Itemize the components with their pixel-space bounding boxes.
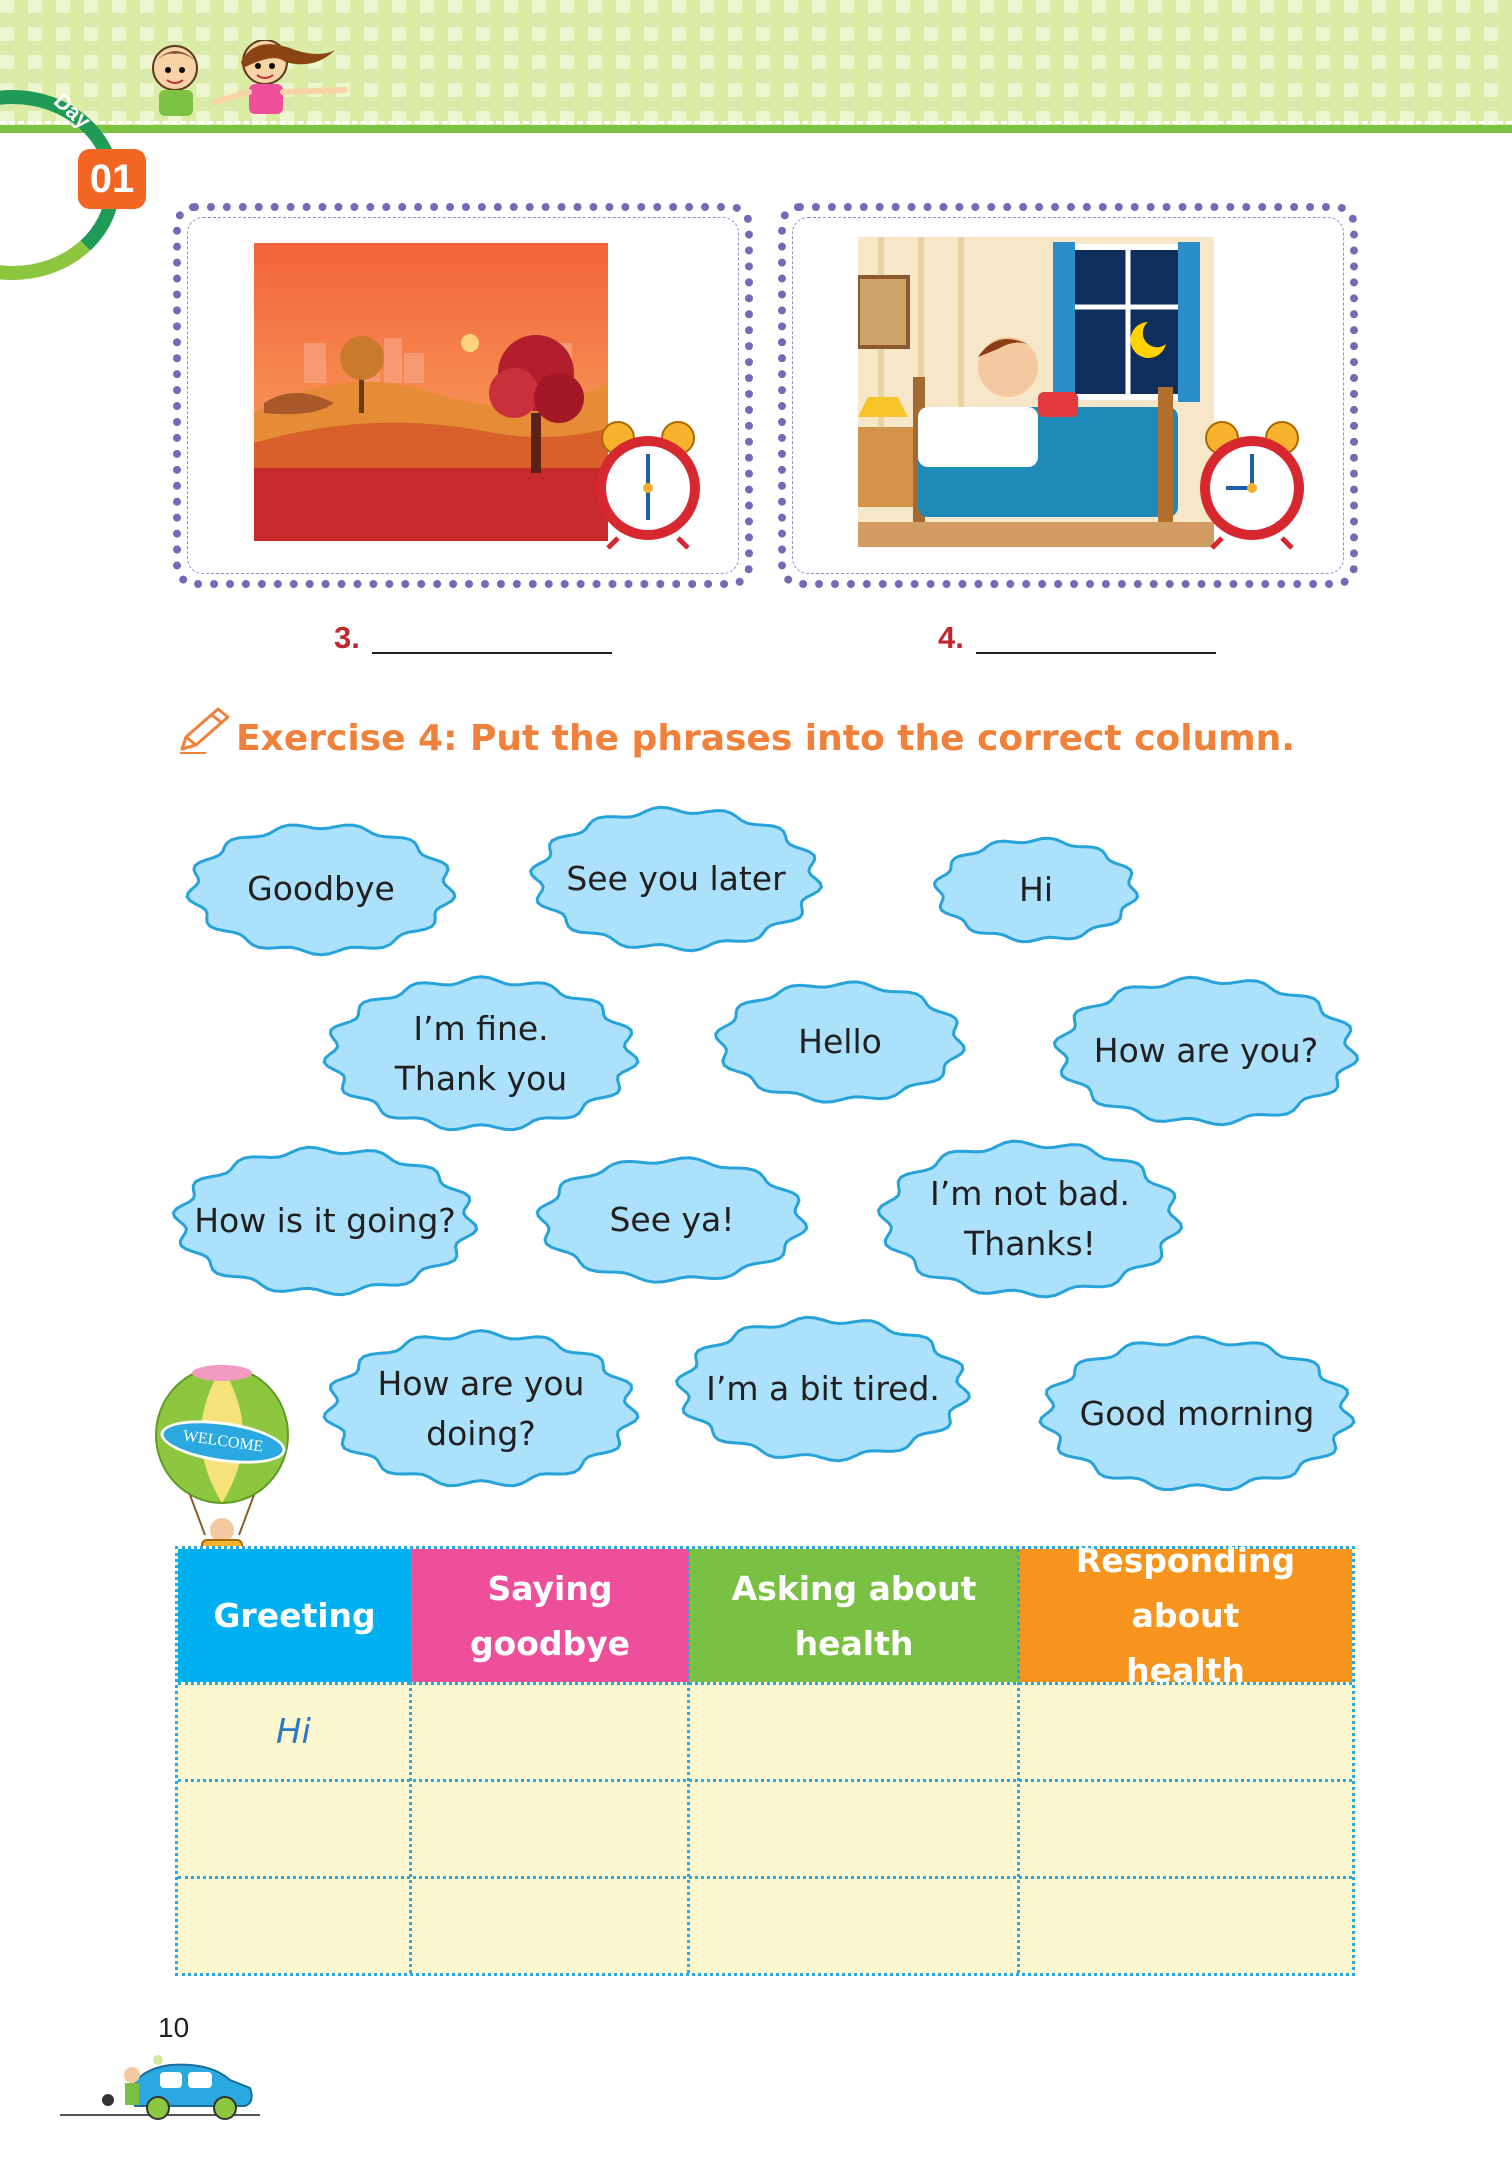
table-cell[interactable] — [178, 1879, 409, 1973]
table-cell[interactable] — [178, 1782, 409, 1876]
table-cell[interactable] — [1020, 1782, 1352, 1876]
column-header-responding-about-health: Responding about health — [1019, 1549, 1352, 1682]
question-number-4: 4. — [938, 620, 964, 655]
phrase-text: Good morning — [1079, 1394, 1315, 1433]
table-cell[interactable]: Hi — [275, 1712, 311, 1752]
phrase-text: Hi — [1019, 870, 1053, 909]
phrase-cloud[interactable] — [326, 976, 636, 1132]
phrase-text: I’m not bad. Thanks! — [930, 1174, 1130, 1263]
phrase-cloud[interactable] — [175, 1146, 475, 1296]
phrase-cloud[interactable] — [326, 1330, 636, 1488]
phrase-text: I’m a bit tired. — [706, 1369, 940, 1408]
table-cell[interactable] — [1020, 1879, 1352, 1973]
phrase-text: How are you? — [1093, 1031, 1319, 1070]
table-cell[interactable] — [412, 1782, 687, 1876]
phrase-text: See ya! — [609, 1200, 735, 1239]
pencil-icon — [176, 705, 232, 755]
answer-blank-4[interactable] — [976, 652, 1216, 654]
day-number-badge: 01 — [78, 149, 146, 209]
phrase-cloud[interactable] — [716, 980, 964, 1104]
phrase-table — [175, 1541, 1355, 1976]
header-green-line — [0, 125, 1512, 133]
table-cell[interactable] — [690, 1879, 1017, 1973]
column-header-asking-about-health: Asking about health — [689, 1549, 1019, 1682]
phrase-cloud[interactable] — [538, 1156, 806, 1284]
phrase-cloud[interactable] — [934, 836, 1138, 944]
table-cell[interactable] — [1020, 1685, 1352, 1779]
alarm-clock-icon — [588, 420, 708, 550]
column-header-greeting: Greeting — [178, 1549, 411, 1682]
phrase-text: How is it going? — [194, 1201, 456, 1240]
column-header-saying-goodbye: Saying goodbye — [411, 1549, 689, 1682]
phrase-cloud[interactable] — [880, 1140, 1180, 1298]
table-cell[interactable] — [690, 1685, 1017, 1779]
phrase-cloud[interactable] — [1056, 976, 1356, 1126]
phrase-cloud[interactable] — [532, 806, 820, 952]
question-number-3: 3. — [334, 620, 360, 655]
phrase-text: Goodbye — [247, 869, 395, 908]
answer-blank-3[interactable] — [372, 652, 612, 654]
phrase-text: How are you doing? — [377, 1364, 585, 1453]
table-cell[interactable] — [690, 1782, 1017, 1876]
phrase-text: See you later — [566, 859, 786, 898]
boy-sleeping-picture — [858, 237, 1214, 547]
page-number: 10 — [158, 2012, 190, 2043]
table-cell[interactable] — [412, 1879, 687, 1973]
phrase-cloud[interactable] — [678, 1316, 968, 1462]
alarm-clock-icon — [1192, 420, 1312, 550]
phrase-text: I’m fine. Thank you — [394, 1009, 568, 1098]
sunset-field-picture — [254, 243, 608, 541]
car-illustration-icon — [60, 2040, 270, 2120]
day-label: Day — [49, 87, 96, 134]
phrase-cloud[interactable] — [188, 822, 454, 956]
welcome-banner: WELCOME — [158, 1413, 288, 1470]
kids-illustration — [145, 40, 355, 125]
phrase-cloud[interactable] — [1042, 1336, 1352, 1492]
table-cell[interactable] — [412, 1685, 687, 1779]
phrase-text: Hello — [798, 1022, 882, 1061]
exercise-title: Exercise 4: Put the phrases into the correct column. — [236, 718, 1295, 759]
